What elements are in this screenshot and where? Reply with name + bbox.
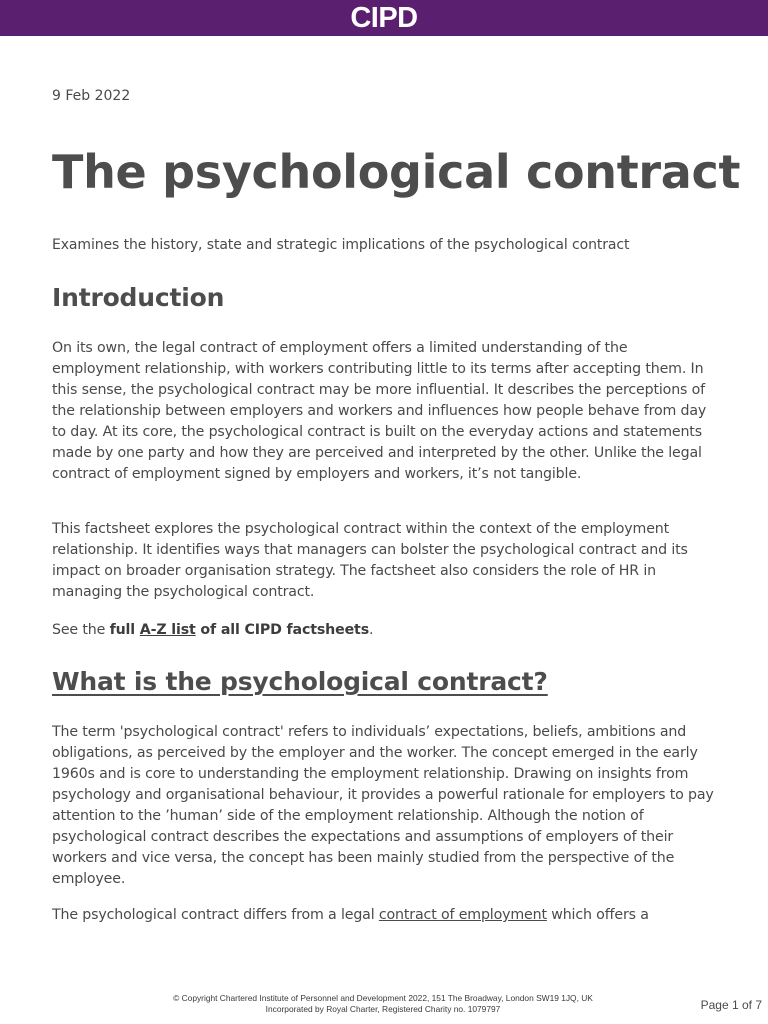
page-subtitle: Examines the history, state and strategic implications of the psychological contract: [52, 237, 630, 253]
what-p2-suffix: which offers a: [546, 907, 649, 923]
see-end: .: [369, 622, 374, 638]
what-p2-prefix: The psychological contract differs from a legal: [52, 907, 379, 923]
publish-date: 9 Feb 2022: [52, 88, 131, 104]
see-full: full: [109, 622, 140, 638]
footer-line-2: Incorporated by Royal Charter, Registered Charity no. 1079797: [265, 1004, 501, 1014]
what-paragraph-2: [52, 905, 716, 926]
az-list-link[interactable]: A-Z list: [139, 622, 196, 638]
footer-line-1: © Copyright Chartered Institute of Personnel and Development 2022, 151 The Broadway, London SW19 1JQ, UK: [173, 993, 593, 1003]
page-number: Page 1 of 7: [700, 998, 762, 1012]
see-prefix: See the: [52, 622, 110, 638]
see-factsheets-line: [52, 620, 716, 641]
intro-paragraph-1: On its own, the legal contract of employment offers a limited understanding of the employment relationship, with workers contributing little to its terms after accepting them. In this sense, the psychological contract may be more influential. It describes the perceptions of the relationship between employers and workers and influences how people behave from day to day. At its core, the psychological contract is built on the everyday actions and statements made by one party and how they are perceived and interpreted by the other. Unlike the legal contract of employment signed by employers and workers, it’s not tangible.: [52, 340, 707, 482]
what-is-heading-link[interactable]: What is the psychological contract?: [52, 667, 548, 696]
introduction-heading: Introduction: [52, 283, 225, 312]
intro-paragraph-2: This factsheet explores the psychological contract within the context of the employment relationship. It identifies ways that managers can bolster the psychological contract and its impact on broader organisation strategy. The factsheet also considers the role of HR in managing the psychological contract.: [52, 521, 688, 600]
see-suffix: of all CIPD factsheets: [195, 622, 369, 638]
contract-of-employment-link[interactable]: contract of employment: [378, 907, 547, 923]
what-paragraph-1: The term 'psychological contract' refers to individuals’ expectations, beliefs, ambitions and obligations, as perceived by the employer and the worker. The concept emerged in the early 1960s and is core to understanding the employment relationship. Drawing on insights from psychology and organisational behaviour, it provides a powerful rationale for employers to pay attention to the ’human’ side of the employment relationship. Although the notion of psychological contract describes the expectations and assumptions of employers of their workers and vice versa, the concept has been mainly studied from the perspective of the employee.: [52, 724, 714, 887]
cipd-logo[interactable]: CIPD: [350, 2, 418, 34]
page-title: The psychological contract: [52, 145, 741, 199]
footer-copyright: [0, 993, 768, 1015]
